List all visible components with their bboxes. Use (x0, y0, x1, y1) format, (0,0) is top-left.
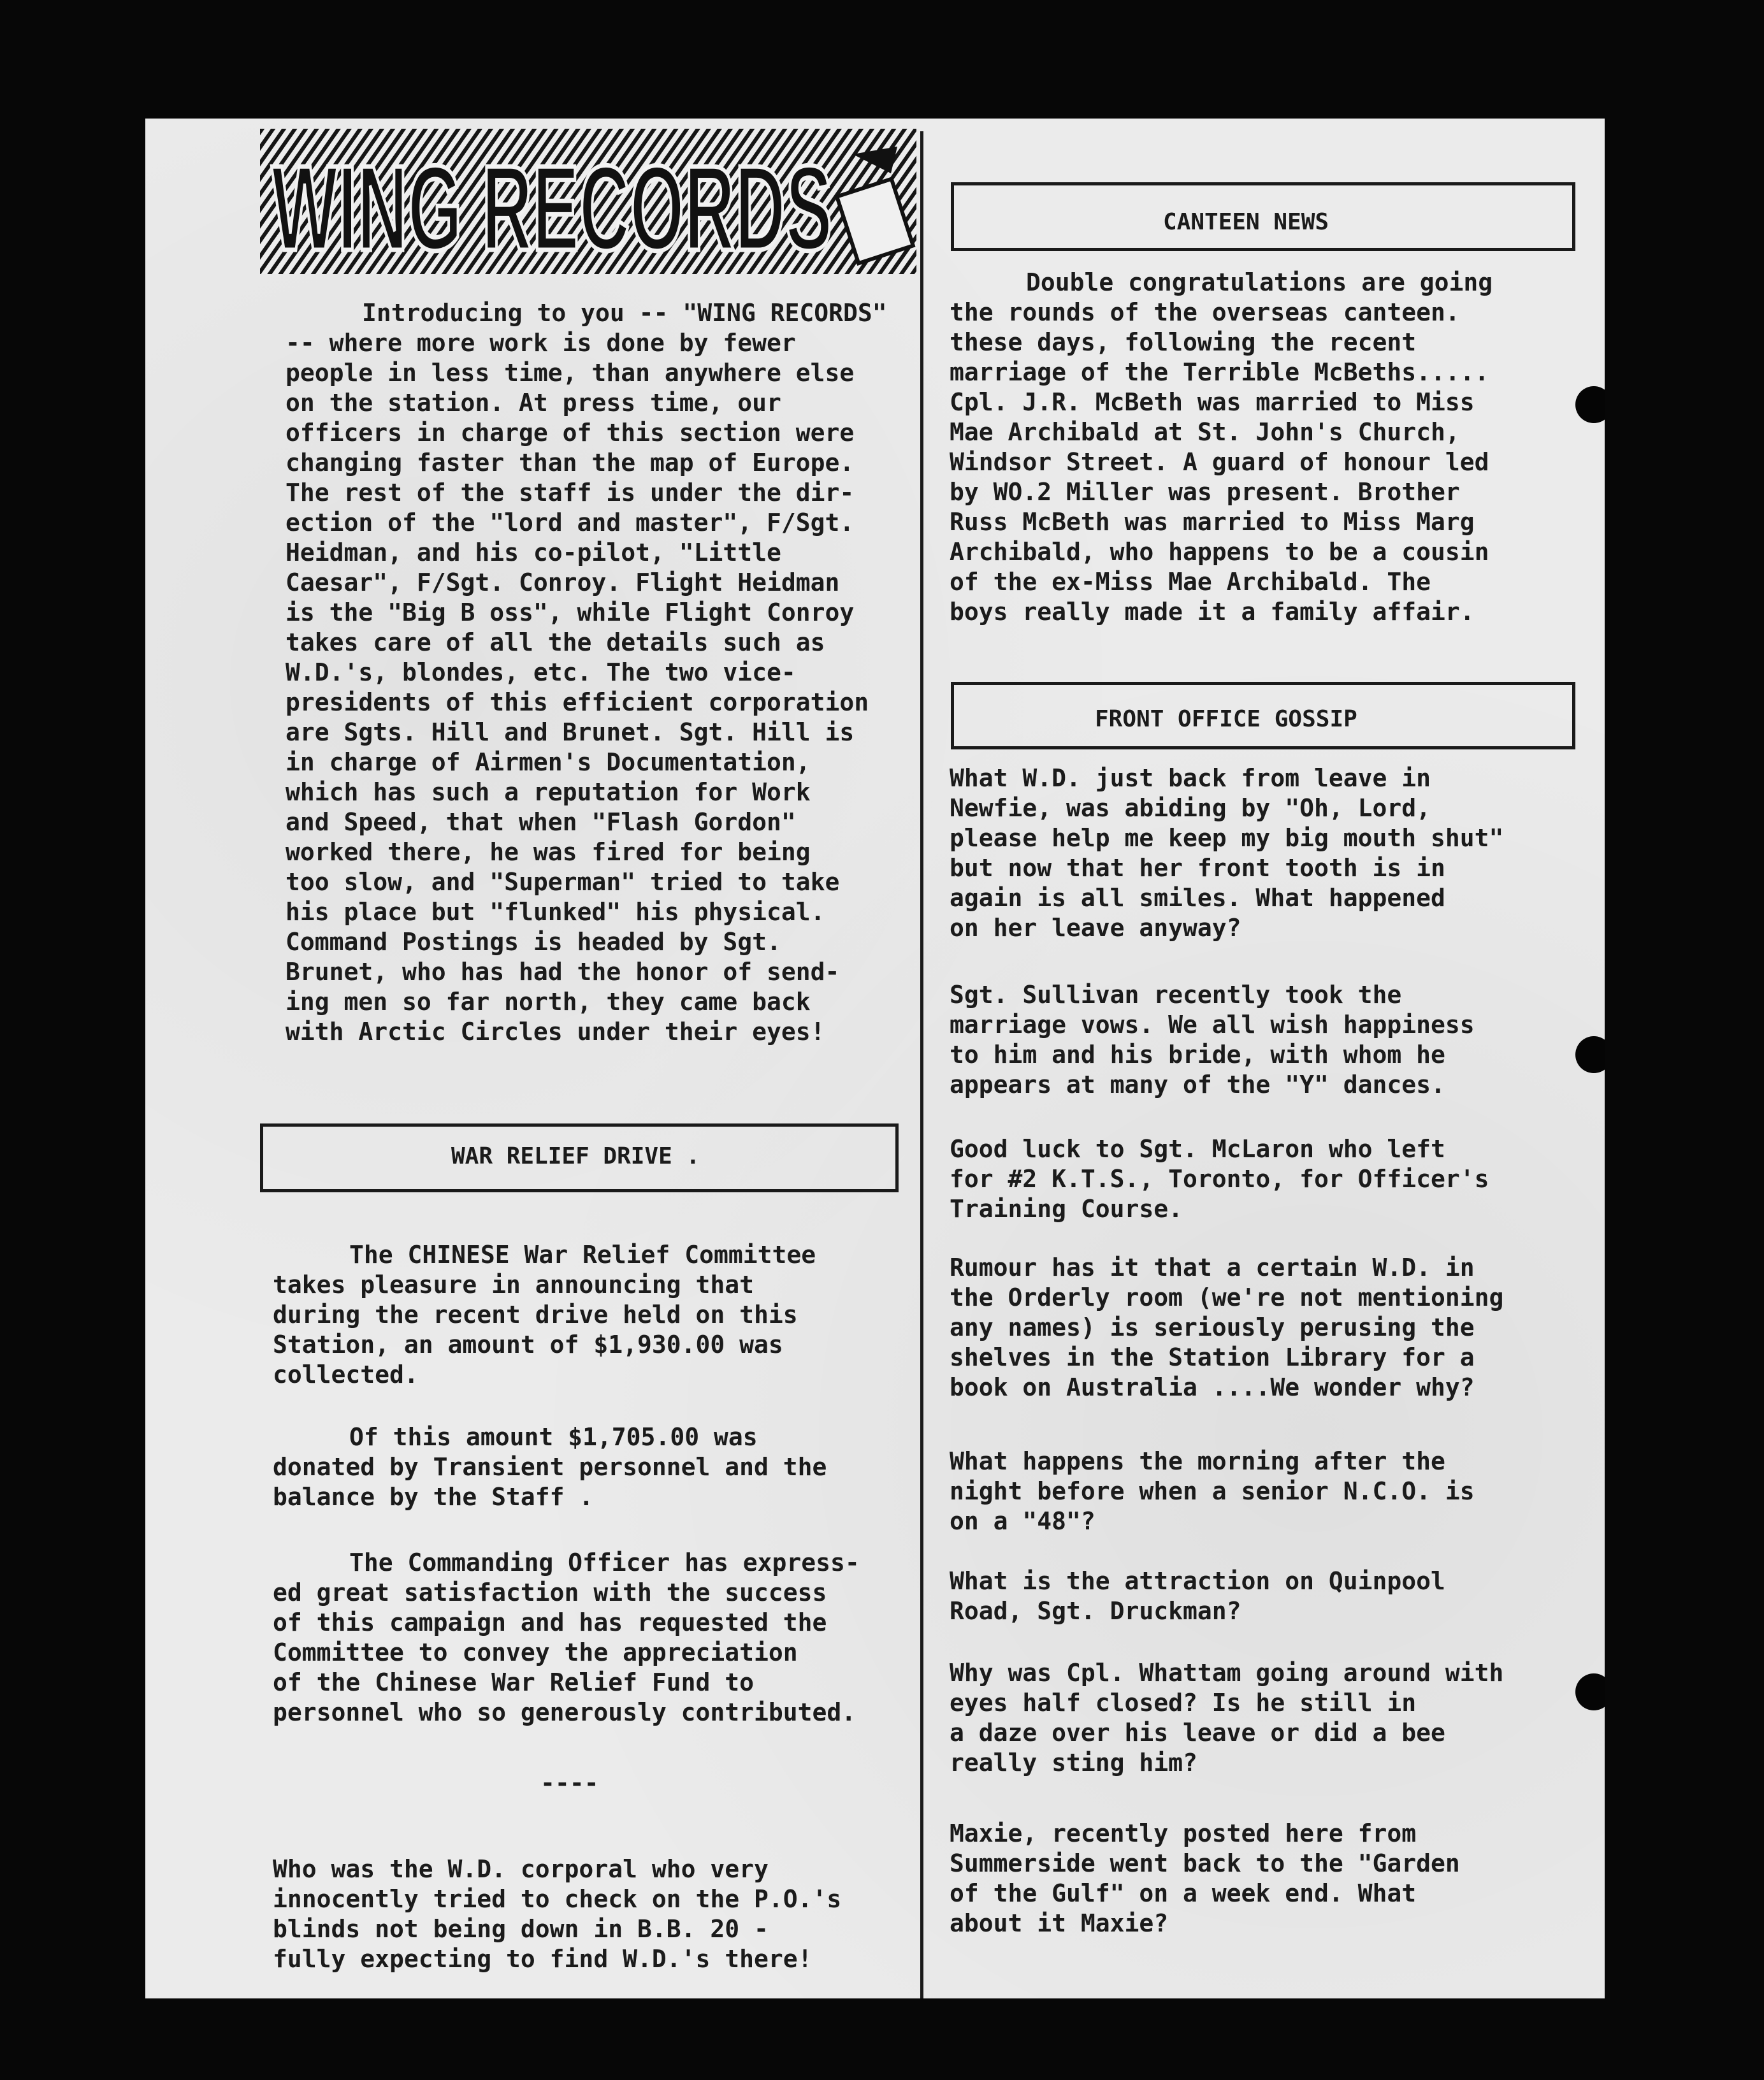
text-line: of the Gulf" on a week end. What (950, 1879, 1417, 1907)
text-line: Maxie, recently posted here from (950, 1819, 1417, 1847)
text-line: book on Australia ....We wonder why? (950, 1373, 1475, 1401)
front-office-item (950, 1253, 1503, 1403)
section-separator: ---- (540, 1769, 599, 1797)
text-line: his place but "flunked" his physical. (286, 898, 825, 926)
text-line: and Speed, that when "Flash Gordon" (286, 808, 796, 836)
text-line: Of this amount $1,705.00 was (349, 1423, 758, 1451)
canteen-news-heading: CANTEEN NEWS (1163, 209, 1329, 235)
text-line: ing men so far north, they came back (286, 988, 811, 1016)
text-line: Russ McBeth was married to Miss Marg (950, 508, 1475, 536)
text-line: a daze over his leave or did a bee (950, 1719, 1445, 1747)
text-line: What happens the morning after the (950, 1447, 1445, 1475)
text-line: Training Course. (950, 1195, 1183, 1223)
text-line: Committee to convey the appreciation (273, 1638, 798, 1666)
text-line: the Orderly room (we're not mentioning (950, 1283, 1504, 1311)
text-line: appears at many of the "Y" dances. (950, 1071, 1445, 1099)
text-line: collected. (273, 1361, 419, 1389)
front-office-item (950, 1819, 1460, 1939)
text-line: Double congratulations are going (1026, 268, 1493, 296)
intro-paragraph (286, 298, 887, 1047)
text-line: night before when a senior N.C.O. is (950, 1477, 1475, 1505)
text-line: of this campaign and has requested the (273, 1608, 827, 1636)
text-line: the rounds of the overseas canteen. (950, 298, 1460, 326)
front-office-item (950, 1658, 1503, 1778)
text-line: Station, an amount of $1,930.00 was (273, 1331, 783, 1359)
text-line: What W.D. just back from leave in (950, 764, 1431, 792)
text-line: again is all smiles. What happened (950, 884, 1445, 912)
text-line: Brunet, who has had the honor of send- (286, 958, 840, 986)
text-line: to him and his bride, with whom he (950, 1041, 1445, 1069)
text-line: too slow, and "Superman" tried to take (286, 868, 840, 896)
text-line: The rest of the staff is under the dir- (286, 479, 855, 507)
text-line: fully expecting to find W.D.'s there! (273, 1945, 813, 1973)
text-line: in charge of Airmen's Documentation, (286, 748, 811, 776)
masthead-title: WING RECORDS (271, 141, 832, 274)
text-line: please help me keep my big mouth shut" (950, 824, 1504, 852)
text-line: worked there, he was fired for being (286, 838, 811, 866)
newsletter-page (145, 119, 1605, 1998)
text-line: any names) is seriously perusing the (950, 1313, 1475, 1341)
text-line: Windsor Street. A guard of honour led (950, 448, 1489, 476)
text-line: Summerside went back to the "Garden (950, 1849, 1460, 1877)
text-line: is the "Big B oss", while Flight Conroy (286, 598, 855, 626)
column-divider (920, 131, 923, 1998)
text-line: personnel who so generously contributed. (273, 1698, 857, 1726)
text-line: Caesar", F/Sgt. Conroy. Flight Heidman (286, 568, 840, 596)
text-line: innocently tried to check on the P.O.'s (273, 1885, 842, 1913)
text-line: ection of the "lord and master", F/Sgt. (286, 509, 855, 537)
text-line: Who was the W.D. corporal who very (273, 1855, 769, 1883)
text-line: balance by the Staff . (273, 1483, 594, 1511)
punch-hole (1575, 1036, 1605, 1073)
masthead-logo (260, 129, 916, 274)
punch-hole (1575, 386, 1605, 423)
text-line: these days, following the recent (950, 328, 1417, 356)
text-line: changing faster than the map of Europe. (286, 449, 855, 477)
wd-corporal-paragraph (273, 1854, 841, 1974)
war-relief-heading: WAR RELIEF DRIVE . (451, 1143, 700, 1169)
text-line: -- where more work is done by fewer (286, 329, 796, 357)
text-line: by WO.2 Miller was present. Brother (950, 478, 1460, 506)
text-line: on a "48"? (950, 1507, 1095, 1535)
text-line: which has such a reputation for Work (286, 778, 811, 806)
text-line: Sgt. Sullivan recently took the (950, 981, 1402, 1009)
front-office-item (950, 980, 1475, 1100)
text-line: during the recent drive held on this (273, 1301, 798, 1329)
front-office-item (950, 1134, 1489, 1224)
front-office-heading: FRONT OFFICE GOSSIP (1095, 706, 1357, 732)
text-line: takes pleasure in announcing that (273, 1271, 754, 1299)
text-line: really sting him? (950, 1749, 1197, 1777)
text-line: of the Chinese War Relief Fund to (273, 1668, 754, 1696)
text-line: ed great satisfaction with the success (273, 1578, 827, 1607)
text-line: Cpl. J.R. McBeth was married to Miss (950, 388, 1475, 416)
text-line: eyes half closed? Is he still in (950, 1689, 1417, 1717)
text-line: but now that her front tooth is in (950, 854, 1445, 882)
text-line: What is the attraction on Quinpool (950, 1567, 1445, 1595)
text-line: W.D.'s, blondes, etc. The two vice- (286, 658, 796, 686)
text-line: takes care of all the details such as (286, 628, 825, 656)
front-office-item (950, 1447, 1475, 1536)
text-line: marriage of the Terrible McBeths..... (950, 358, 1489, 386)
text-line: Heidman, and his co-pilot, "Little (286, 538, 781, 567)
text-line: presidents of this efficient corporation (286, 688, 869, 716)
front-office-item (950, 763, 1503, 943)
text-line: Archibald, who happens to be a cousin (950, 538, 1489, 566)
text-line: marriage vows. We all wish happiness (950, 1011, 1475, 1039)
text-line: Command Postings is headed by Sgt. (286, 928, 781, 956)
text-line: about it Maxie? (950, 1909, 1169, 1937)
text-line: donated by Transient personnel and the (273, 1453, 827, 1481)
war-relief-paragraph-2 (273, 1422, 827, 1512)
text-line: are Sgts. Hill and Brunet. Sgt. Hill is (286, 718, 855, 746)
text-line: blinds not being down in B.B. 20 - (273, 1915, 769, 1943)
text-line: on her leave anyway? (950, 914, 1241, 942)
text-line: on the station. At press time, our (286, 389, 781, 417)
text-line: for #2 K.T.S., Toronto, for Officer's (950, 1165, 1489, 1193)
text-line: Rumour has it that a certain W.D. in (950, 1253, 1475, 1282)
text-line: shelves in the Station Library for a (950, 1343, 1475, 1371)
text-line: Mae Archibald at St. John's Church, (950, 418, 1460, 446)
text-line: Newfie, was abiding by "Oh, Lord, (950, 794, 1431, 822)
text-line: people in less time, than anywhere else (286, 359, 855, 387)
war-relief-paragraph-3 (273, 1548, 860, 1728)
text-line: Good luck to Sgt. McLaron who left (950, 1135, 1445, 1163)
canteen-news-paragraph (950, 268, 1493, 627)
text-line: Why was Cpl. Whattam going around with (950, 1659, 1504, 1687)
text-line: with Arctic Circles under their eyes! (286, 1018, 825, 1046)
text-line: The Commanding Officer has express- (349, 1549, 860, 1577)
text-line: Introducing to you -- "WING RECORDS" (362, 299, 887, 327)
text-line: officers in charge of this section were (286, 419, 855, 447)
text-line: The CHINESE War Relief Committee (349, 1241, 816, 1269)
front-office-item (950, 1566, 1445, 1626)
text-line: of the ex-Miss Mae Archibald. The (950, 568, 1431, 596)
text-line: Road, Sgt. Druckman? (950, 1597, 1241, 1625)
text-line: boys really made it a family affair. (950, 598, 1475, 626)
war-relief-paragraph-1 (273, 1240, 816, 1390)
punch-hole (1575, 1673, 1605, 1710)
